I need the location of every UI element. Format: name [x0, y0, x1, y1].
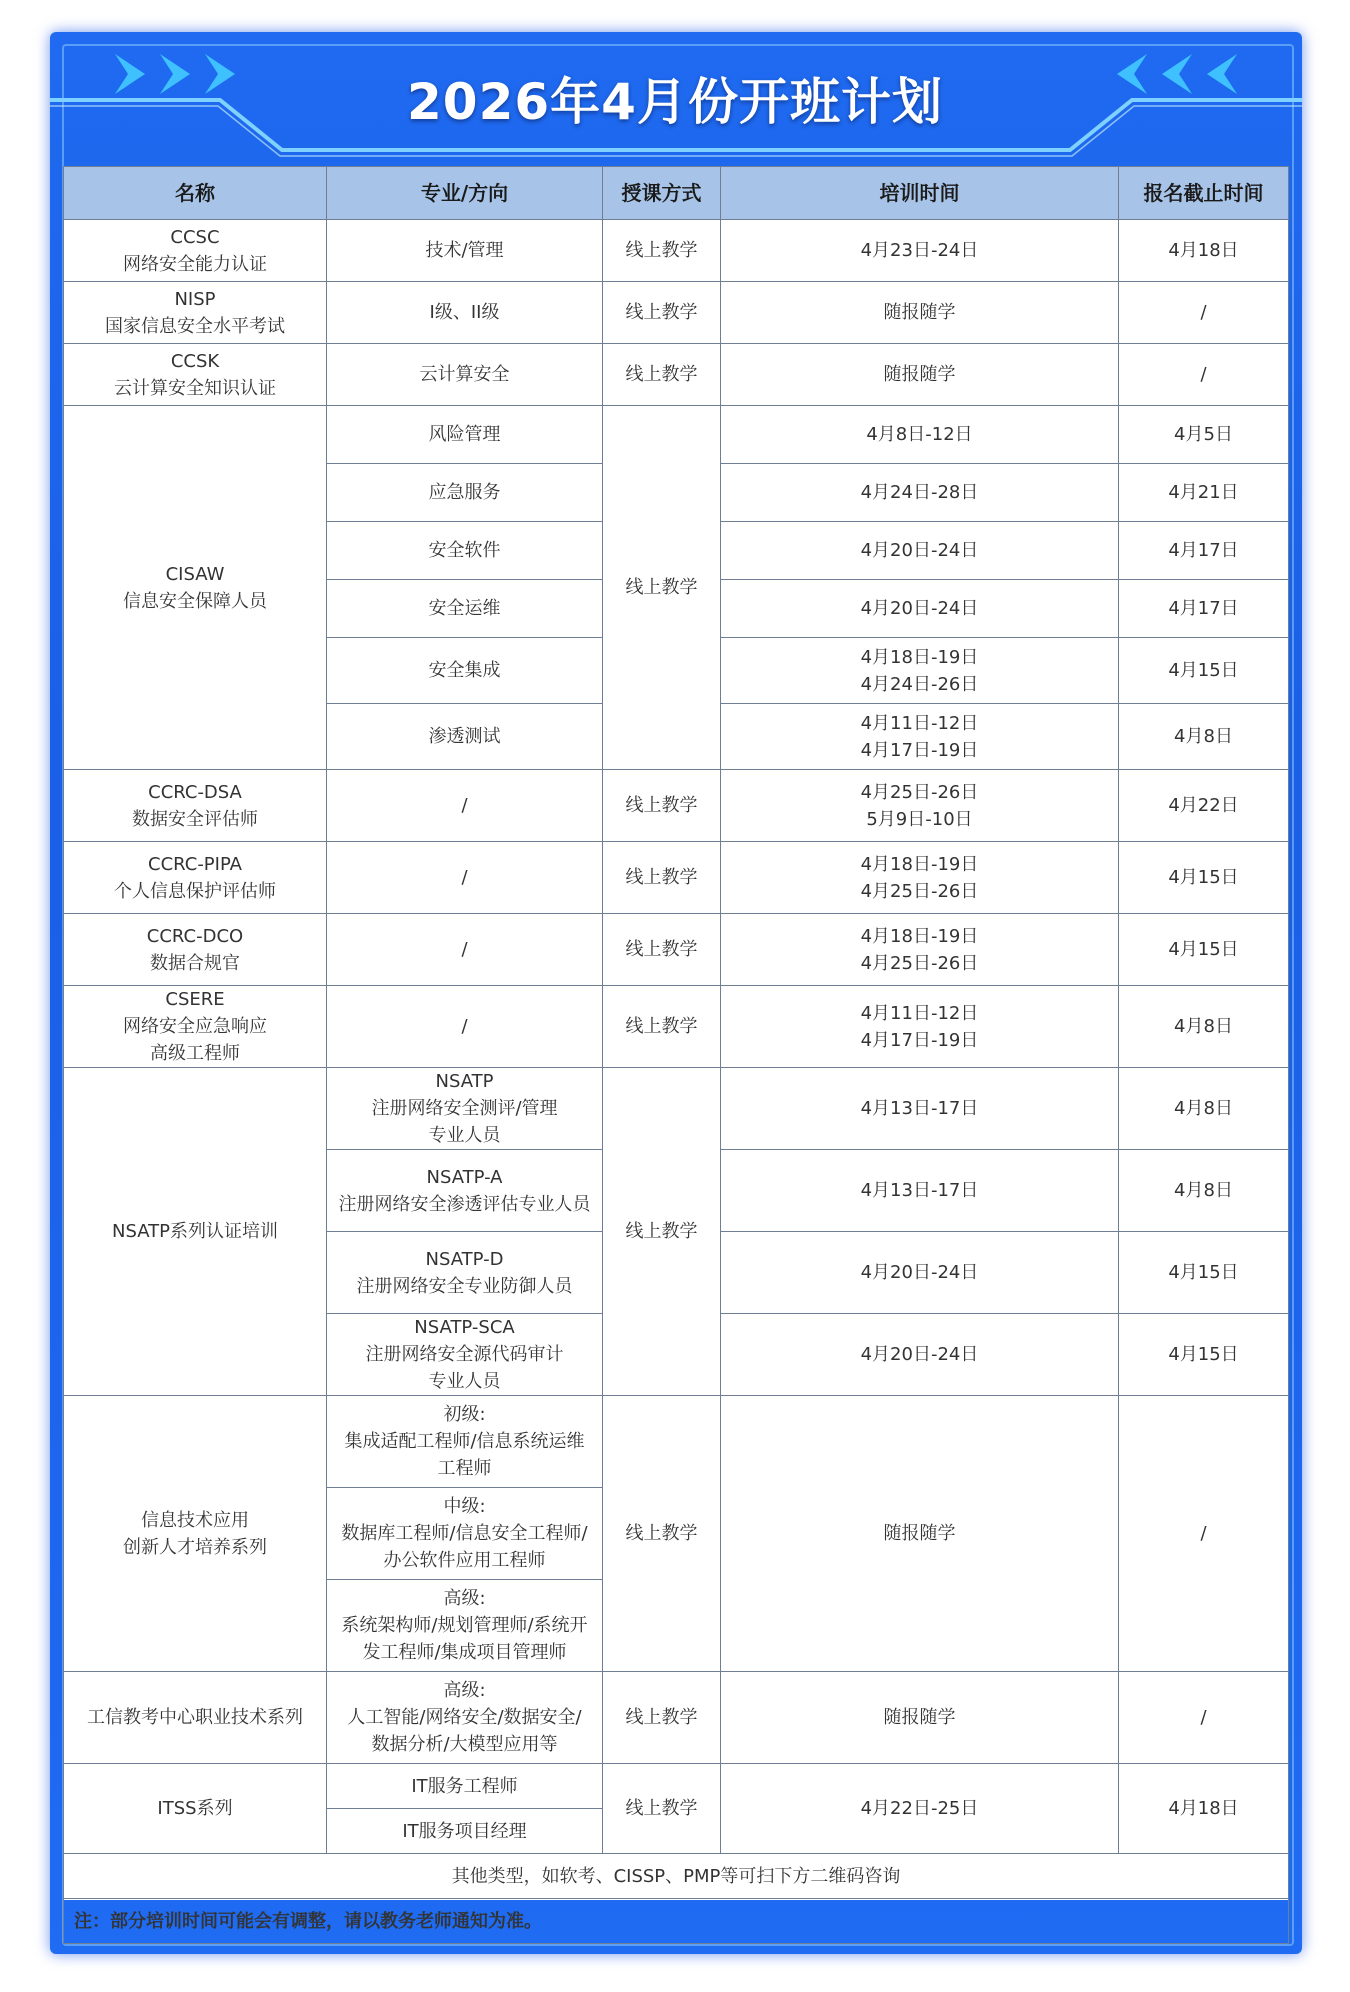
- course-major: NSATP-D 注册网络安全专业防御人员: [327, 1232, 603, 1314]
- course-name: 信息技术应用 创新人才培养系列: [64, 1396, 327, 1672]
- course-deadline: 4月18日: [1119, 1764, 1289, 1854]
- course-mode: 线上教学: [603, 1068, 721, 1396]
- course-name: CCSK 云计算安全知识认证: [64, 344, 327, 406]
- course-major: IT服务工程师: [327, 1764, 603, 1809]
- course-deadline: 4月5日: [1119, 406, 1289, 464]
- course-time: 4月18日-19日 4月25日-26日: [721, 914, 1119, 986]
- disclaimer-row: [64, 1899, 1289, 1944]
- course-name: NSATP系列认证培训: [64, 1068, 327, 1396]
- course-major: 渗透测试: [327, 704, 603, 770]
- course-name: NISP 国家信息安全水平考试: [64, 282, 327, 344]
- course-time: 4月13日-17日: [721, 1068, 1119, 1150]
- course-major: 技术/管理: [327, 220, 603, 282]
- course-time: 4月11日-12日 4月17日-19日: [721, 704, 1119, 770]
- course-deadline: 4月17日: [1119, 522, 1289, 580]
- course-deadline: 4月15日: [1119, 638, 1289, 704]
- course-time: 随报随学: [721, 282, 1119, 344]
- course-major: /: [327, 986, 603, 1068]
- page-title: 2026年4月份开班计划: [407, 73, 943, 131]
- course-deadline: /: [1119, 282, 1289, 344]
- course-time: 4月24日-28日: [721, 464, 1119, 522]
- header-deadline: 报名截止时间: [1119, 167, 1289, 220]
- course-time: 4月20日-24日: [721, 580, 1119, 638]
- course-name: CSERE 网络安全应急响应 高级工程师: [64, 986, 327, 1068]
- course-deadline: 4月15日: [1119, 1314, 1289, 1396]
- course-mode: 线上教学: [603, 1672, 721, 1764]
- course-major: I级、II级: [327, 282, 603, 344]
- course-mode: 线上教学: [603, 1764, 721, 1854]
- course-deadline: 4月8日: [1119, 986, 1289, 1068]
- table-row: [64, 1672, 1289, 1764]
- course-mode: 线上教学: [603, 770, 721, 842]
- course-mode: 线上教学: [603, 220, 721, 282]
- table-row: [64, 282, 1289, 344]
- header-mode: 授课方式: [603, 167, 721, 220]
- schedule-table-container: [63, 166, 1288, 1932]
- course-time: 随报随学: [721, 1672, 1119, 1764]
- course-deadline: 4月22日: [1119, 770, 1289, 842]
- course-major: 云计算安全: [327, 344, 603, 406]
- course-mode: 线上教学: [603, 344, 721, 406]
- table-row: [64, 842, 1289, 914]
- course-time: 4月22日-25日: [721, 1764, 1119, 1854]
- course-time: 4月18日-19日 4月25日-26日: [721, 842, 1119, 914]
- course-name: ITSS系列: [64, 1764, 327, 1854]
- course-time: 4月20日-24日: [721, 522, 1119, 580]
- course-major: 中级: 数据库工程师/信息安全工程师/ 办公软件应用工程师: [327, 1488, 603, 1580]
- course-major: NSATP 注册网络安全测评/管理 专业人员: [327, 1068, 603, 1150]
- course-time: 4月23日-24日: [721, 220, 1119, 282]
- course-major: 风险管理: [327, 406, 603, 464]
- course-name: CCRC-PIPA 个人信息保护评估师: [64, 842, 327, 914]
- course-time: 随报随学: [721, 344, 1119, 406]
- header-time: 培训时间: [721, 167, 1119, 220]
- course-time: 4月13日-17日: [721, 1150, 1119, 1232]
- course-name: 工信教考中心职业技术系列: [64, 1672, 327, 1764]
- course-deadline: 4月15日: [1119, 914, 1289, 986]
- course-major: 高级: 人工智能/网络安全/数据安全/ 数据分析/大模型应用等: [327, 1672, 603, 1764]
- course-major: 初级: 集成适配工程师/信息系统运维 工程师: [327, 1396, 603, 1488]
- table-row: [64, 1068, 1289, 1150]
- course-deadline: /: [1119, 1672, 1289, 1764]
- course-mode: 线上教学: [603, 406, 721, 770]
- table-row: [64, 344, 1289, 406]
- table-row: [64, 406, 1289, 464]
- course-mode: 线上教学: [603, 914, 721, 986]
- course-time: 4月11日-12日 4月17日-19日: [721, 986, 1119, 1068]
- course-deadline: 4月17日: [1119, 580, 1289, 638]
- course-mode: 线上教学: [603, 986, 721, 1068]
- course-major: /: [327, 842, 603, 914]
- table-row: [64, 220, 1289, 282]
- course-major: NSATP-A 注册网络安全渗透评估专业人员: [327, 1150, 603, 1232]
- course-deadline: 4月15日: [1119, 842, 1289, 914]
- course-deadline: 4月18日: [1119, 220, 1289, 282]
- header-name: 名称: [64, 167, 327, 220]
- course-name: CISAW 信息安全保障人员: [64, 406, 327, 770]
- course-deadline: 4月8日: [1119, 1150, 1289, 1232]
- footer-row: [64, 1854, 1289, 1899]
- course-mode: 线上教学: [603, 842, 721, 914]
- course-time: 4月25日-26日 5月9日-10日: [721, 770, 1119, 842]
- header-major: 专业/方向: [327, 167, 603, 220]
- course-deadline: 4月8日: [1119, 1068, 1289, 1150]
- course-deadline: /: [1119, 344, 1289, 406]
- course-major: /: [327, 770, 603, 842]
- course-name: CCSC 网络安全能力认证: [64, 220, 327, 282]
- course-time: 4月8日-12日: [721, 406, 1119, 464]
- course-major: IT服务项目经理: [327, 1809, 603, 1854]
- course-deadline: 4月21日: [1119, 464, 1289, 522]
- footer-note: 其他类型，如软考、CISSP、PMP等可扫下方二维码咨询: [64, 1854, 1289, 1899]
- disclaimer-note: 注：部分培训时间可能会有调整，请以教务老师通知为准。: [64, 1899, 1289, 1944]
- table-row: [64, 914, 1289, 986]
- course-major: 安全运维: [327, 580, 603, 638]
- course-time: 随报随学: [721, 1396, 1119, 1672]
- table-row: [64, 986, 1289, 1068]
- course-deadline: 4月8日: [1119, 704, 1289, 770]
- course-mode: 线上教学: [603, 282, 721, 344]
- table-row: [64, 1396, 1289, 1488]
- table-row: [64, 1764, 1289, 1809]
- course-major: 应急服务: [327, 464, 603, 522]
- course-time: 4月20日-24日: [721, 1314, 1119, 1396]
- course-major: /: [327, 914, 603, 986]
- course-major: 高级: 系统架构师/规划管理师/系统开 发工程师/集成项目管理师: [327, 1580, 603, 1672]
- course-deadline: /: [1119, 1396, 1289, 1672]
- course-name: CCRC-DSA 数据安全评估师: [64, 770, 327, 842]
- table-header-row: [64, 167, 1289, 220]
- course-major: NSATP-SCA 注册网络安全源代码审计 专业人员: [327, 1314, 603, 1396]
- course-major: 安全软件: [327, 522, 603, 580]
- course-major: 安全集成: [327, 638, 603, 704]
- course-time: 4月20日-24日: [721, 1232, 1119, 1314]
- course-deadline: 4月15日: [1119, 1232, 1289, 1314]
- course-mode: 线上教学: [603, 1396, 721, 1672]
- course-name: CCRC-DCO 数据合规官: [64, 914, 327, 986]
- schedule-table: [63, 166, 1289, 1944]
- course-time: 4月18日-19日 4月24日-26日: [721, 638, 1119, 704]
- table-row: [64, 770, 1289, 842]
